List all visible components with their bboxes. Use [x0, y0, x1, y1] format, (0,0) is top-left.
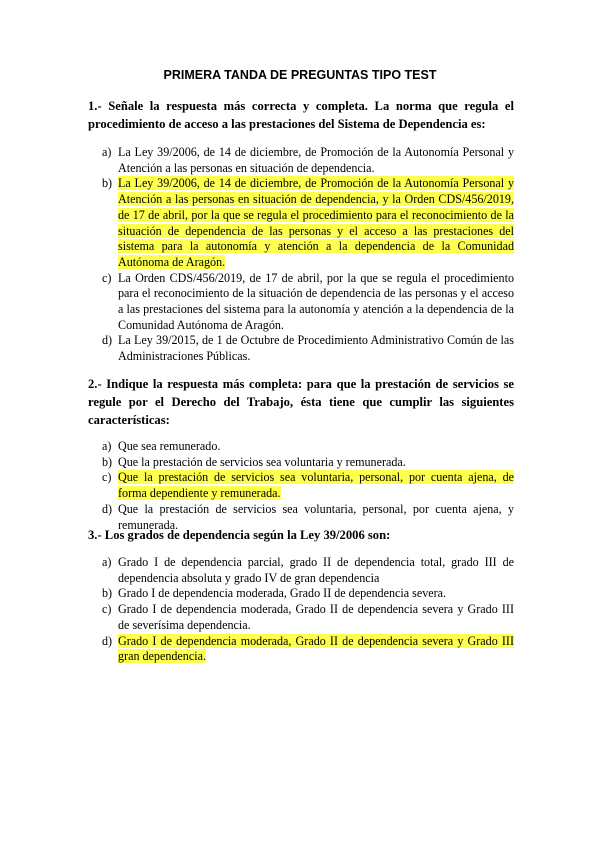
question-text: 2.- Indique la respuesta más completa: para que la prestación de servicios se regule por el Derecho del Trabajo, ésta tiene que cumplir las siguientes características: [88, 377, 514, 427]
question-3 [88, 526, 514, 665]
question-2 [88, 375, 514, 533]
document-title: PRIMERA TANDA DE PREGUNTAS TIPO TEST [163, 68, 437, 82]
highlighted-answer: La Ley 39/2006, de 14 de diciembre, de Promoción de la Autonomía Personal y Atención a las personas en situación de dependencia, y la Orden CDS/456/2019, de 17 de abril, por la que se regula el procedimiento para el reconocimiento de la situación de dependencia de las personas y el acceso a las prestaciones del sistema para la autonomía y atención a la dependencia de la Comunidad Autónoma de Aragón. [118, 176, 514, 269]
highlighted-answer: Grado I de dependencia moderada, Grado II de dependencia severa y Grado III gran dependencia. [118, 633, 514, 664]
option-b: b) Que la prestación de servicios sea voluntaria y remunerada. [102, 454, 406, 469]
option-a: a) La Ley 39/2006, de 14 de diciembre, de Promoción de la Autonomía Personal y Atención a las personas en situación de dependencia. [102, 145, 514, 175]
option-b: b) La Ley 39/2006, de 14 de diciembre, de Promoción de la Autonomía Personal y Atención a las personas en situación de dependencia, y la Orden CDS/456/2019, de 17 de abril, por la que se regula el procedimiento para el reconocimiento de la situación de dependencia de las personas y el acceso a las prestaciones del sistema para la autonomía y atención a la dependencia de la Comunidad Autónoma de Aragón. [102, 176, 514, 269]
options-list [88, 439, 514, 533]
question-text: 3.- Los grados de dependencia según la Ley 39/2006 son: [88, 528, 391, 542]
option-d: d) Que la prestación de servicios sea voluntaria, personal, por cuenta ajena, y remunerada. [102, 501, 514, 532]
highlighted-answer: Que la prestación de servicios sea voluntaria, personal, por cuenta ajena, de forma dependiente y remunerada. [118, 470, 514, 501]
options-list [88, 555, 514, 665]
option-b: b) Grado I de dependencia moderada, Grado II de dependencia severa. [102, 586, 447, 601]
option-c: c) La Orden CDS/456/2019, de 17 de abril, por la que se regula el procedimiento para el reconocimiento de la situación de dependencia de las personas y el acceso a las prestaciones del sistema para la autonomía y atención a la dependencia de la Comunidad Autónoma de Aragón. [102, 270, 514, 332]
option-c: c) Que la prestación de servicios sea voluntaria, personal, por cuenta ajena, de forma dependiente y remunerada. [102, 470, 514, 501]
option-d: d) La Ley 39/2015, de 1 de Octubre de Procedimiento Administrativo Común de las Administraciones Públicas. [102, 333, 514, 364]
option-d: d) Grado I de dependencia moderada, Grado II de dependencia severa y Grado III gran dependencia. [102, 633, 514, 664]
option-a: a) Grado I de dependencia parcial, grado II de dependencia total, grado III de dependencia absoluta y grado IV de gran dependencia [102, 555, 514, 585]
options-list [88, 145, 514, 365]
question-1 [88, 97, 514, 365]
option-c: c) Grado I de dependencia moderada, Grado II de dependencia severa y Grado III de severísima dependencia. [102, 602, 514, 632]
question-text: 1.- Señale la respuesta más correcta y completa. La norma que regula el procedimiento de acceso a las prestaciones del Sistema de Dependencia es: [88, 99, 514, 131]
option-a: a) Que sea remunerado. [102, 439, 221, 453]
